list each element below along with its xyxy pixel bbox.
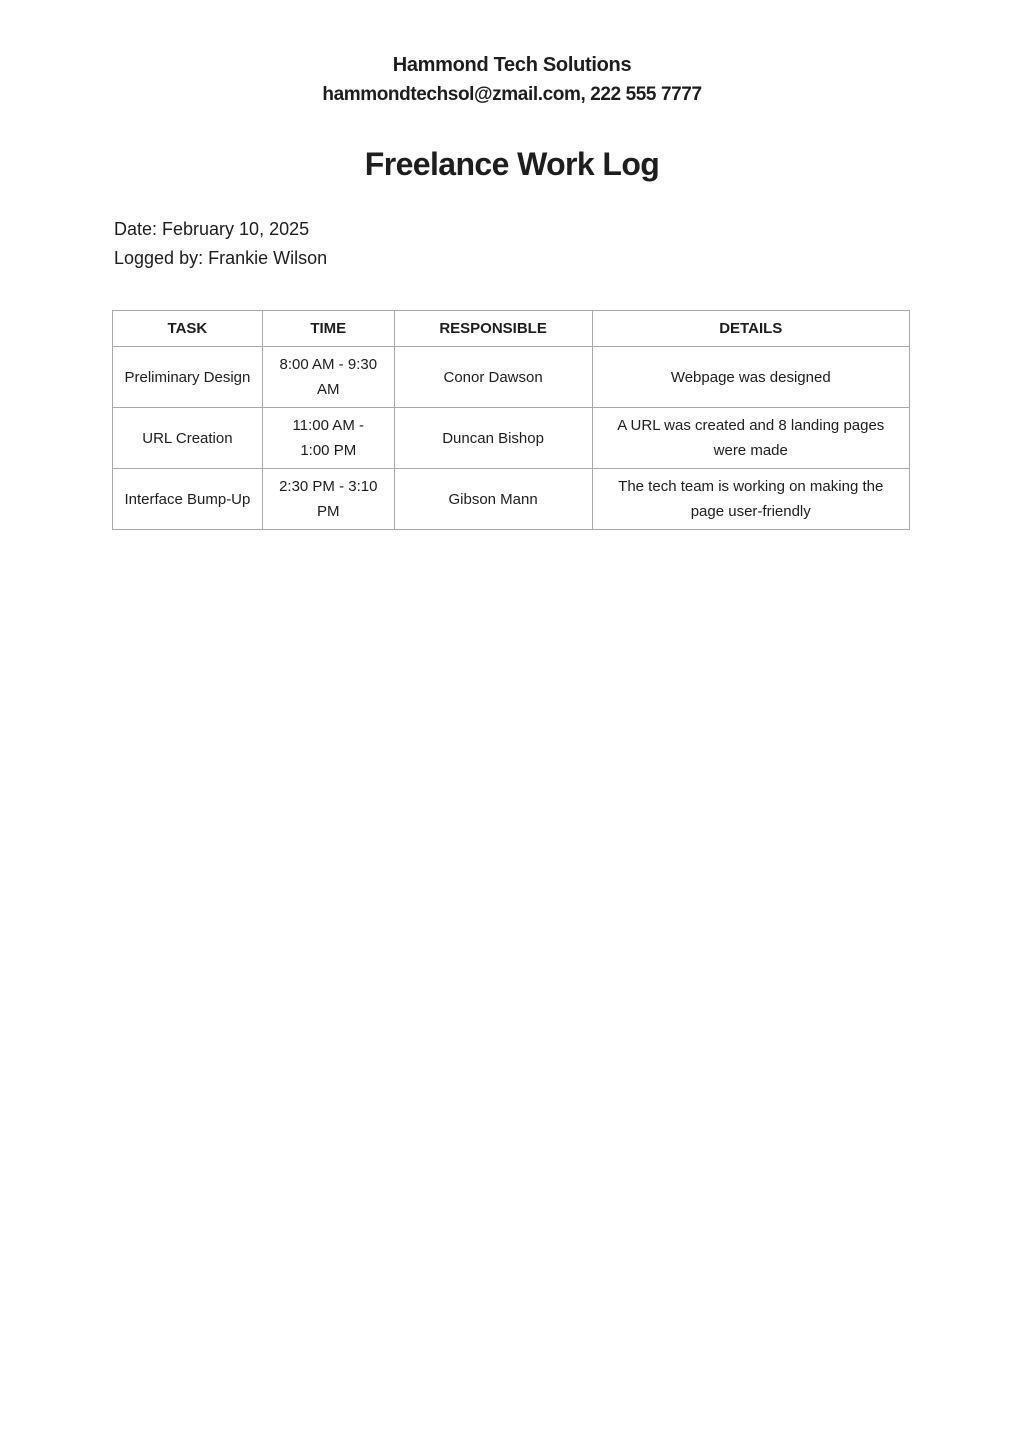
- document-title: Freelance Work Log: [364, 146, 660, 182]
- details-cell: The tech team is working on making the page user-friendly: [592, 469, 910, 530]
- table-row: [113, 469, 910, 530]
- task-cell: Interface Bump-Up: [113, 469, 263, 530]
- table-row: [113, 408, 910, 469]
- time-cell: 2:30 PM - 3:10 PM: [262, 469, 394, 530]
- responsible-cell: Conor Dawson: [394, 347, 592, 408]
- company-contact: hammondtechsol@zmail.com, 222 555 7777: [322, 84, 702, 105]
- responsible-cell: Duncan Bishop: [394, 408, 592, 469]
- header-responsible: RESPONSIBLE: [394, 311, 592, 347]
- log-date: Date: February 10, 2025: [114, 219, 310, 239]
- header-task: TASK: [113, 311, 263, 347]
- details-cell: Webpage was designed: [592, 347, 910, 408]
- table-header-row: [113, 311, 910, 347]
- time-cell: 11:00 AM - 1:00 PM: [262, 408, 394, 469]
- table-row: [113, 347, 910, 408]
- company-name: Hammond Tech Solutions: [392, 54, 632, 76]
- details-cell: A URL was created and 8 landing pages were made: [592, 408, 910, 469]
- task-cell: Preliminary Design: [113, 347, 263, 408]
- work-log-table: [112, 310, 910, 530]
- task-cell: URL Creation: [113, 408, 263, 469]
- header-time: TIME: [262, 311, 394, 347]
- logged-by: Logged by: Frankie Wilson: [114, 248, 328, 268]
- header-details: DETAILS: [592, 311, 910, 347]
- time-cell: 8:00 AM - 9:30 AM: [262, 347, 394, 408]
- responsible-cell: Gibson Mann: [394, 469, 592, 530]
